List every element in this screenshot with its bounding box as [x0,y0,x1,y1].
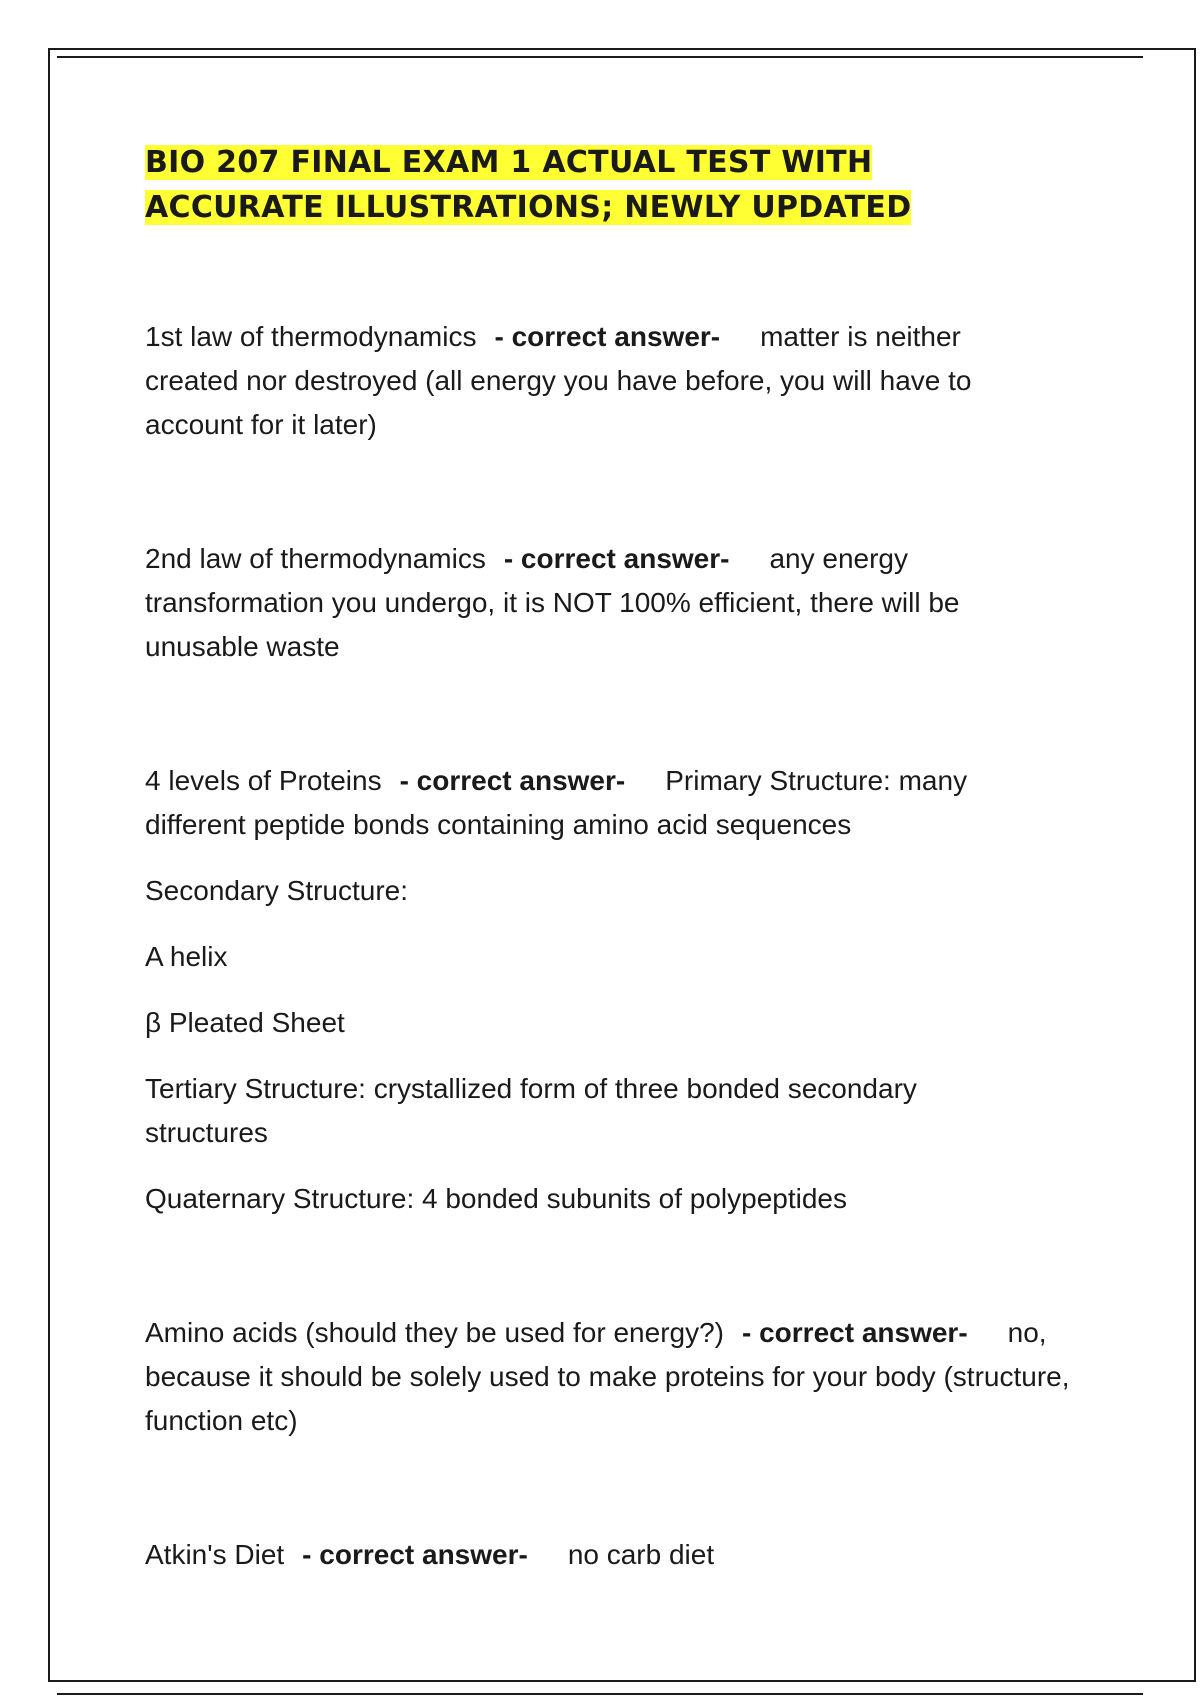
flashcard-text [145,1533,1045,1577]
card-answer: any energy transformation you undergo, it is NOT 100% efficient, there will be unusable waste [145,543,960,662]
correct-answer-separator: - correct answer- [302,1539,528,1570]
document-title [145,140,1105,230]
card-term: 2nd law of thermodynamics [145,543,486,574]
card-answer: Primary Structure: many different peptide bonds containing amino acid sequences [145,765,968,840]
flashcard-text [145,1311,1105,1443]
card-term: Atkin's Diet [145,1539,285,1570]
card-answer-line: Quaternary Structure: 4 bonded subunits of polypeptides [145,1183,847,1214]
top-rule [57,56,1143,58]
correct-answer-separator: - correct answer- [399,765,626,796]
card-answer-line: β Pleated Sheet [145,1007,345,1038]
card-answer: no carb diet [567,1539,715,1570]
card-answer-line: Secondary Structure: [145,875,409,906]
card-term: Amino acids (should they be used for energy?) [145,1317,724,1348]
flashcard-text [145,759,1045,847]
correct-answer-separator: - correct answer- [742,1317,968,1348]
card-term: 1st law of thermodynamics [145,321,477,352]
flashcard [145,537,1045,691]
card-answer: no, because it should be solely used to make proteins for your body (structure, function etc) [145,1317,1070,1436]
correct-answer-separator: - correct answer- [503,543,730,574]
document-body [145,140,1105,1570]
card-term: 4 levels of Proteins [145,765,382,796]
title-line-2: ACCURATE ILLUSTRATIONS; NEWLY UPDATED [145,190,912,225]
correct-answer-separator: - correct answer- [494,321,721,352]
title-line-1: BIO 207 FINAL EXAM 1 ACTUAL TEST WITH [145,145,873,180]
flashcard [145,315,1045,469]
flashcard [145,759,1045,1243]
flashcard [145,1311,1105,1465]
card-answer-line: A helix [145,941,228,972]
bottom-rule [57,1693,1143,1695]
card-answer: matter is neither created nor destroyed (all energy you have before, you will have to account for it later) [145,321,972,440]
flashcard-text [145,537,1045,669]
card-answer-line: Tertiary Structure: crystallized form of three bonded secondary structures [145,1073,917,1148]
flashcard-text [145,315,1045,447]
flashcard [145,1533,1045,1599]
